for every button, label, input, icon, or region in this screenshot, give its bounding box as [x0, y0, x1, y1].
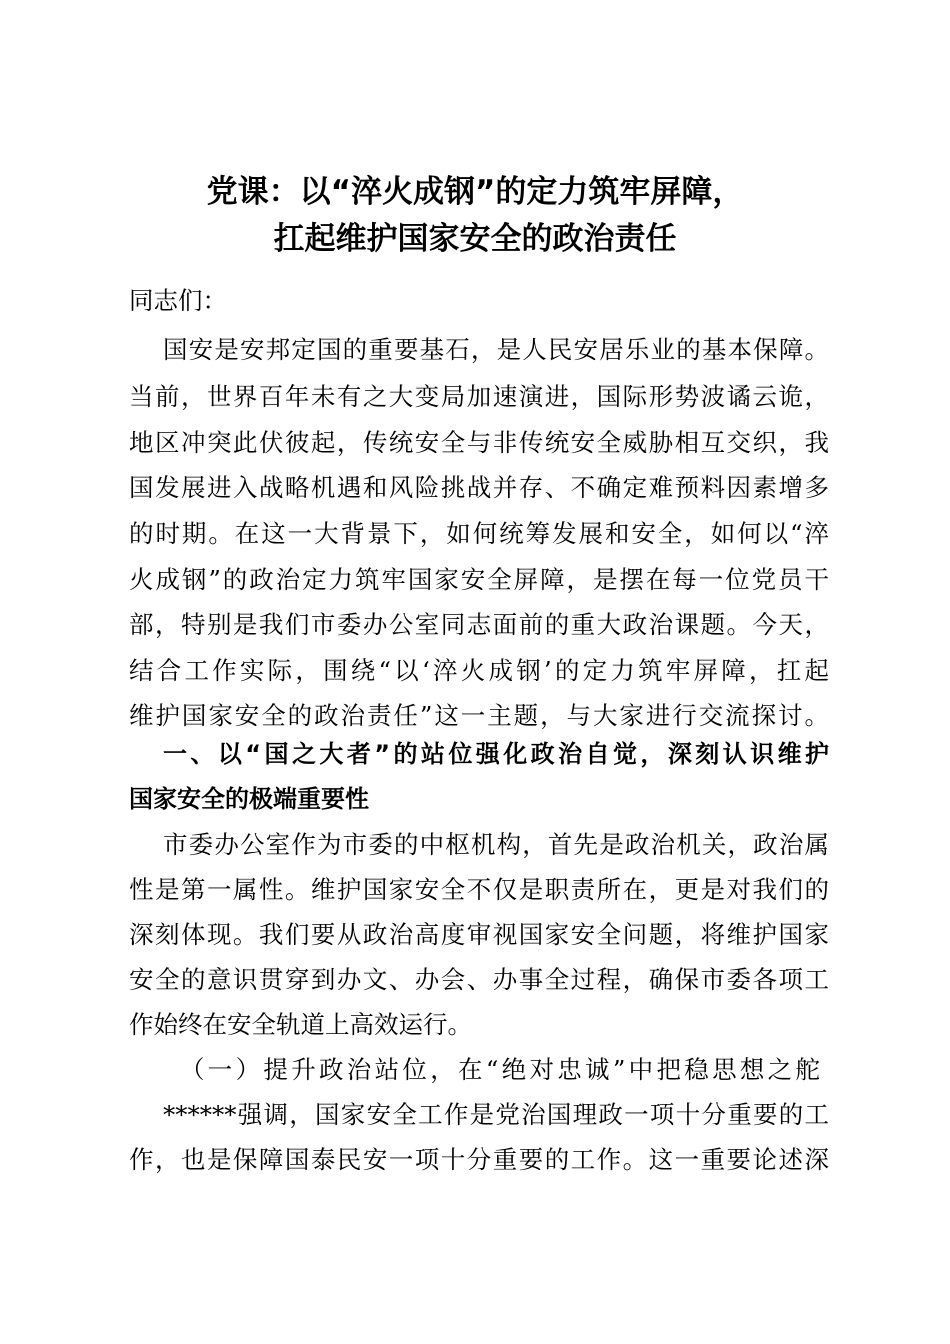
intro-line-9: 维护国家安全的政治责任”这一主题，与大家进行交流探讨。: [129, 701, 829, 730]
intro-line-2: 当前，世界百年未有之大变局加速演进，国际形势波谲云诡，: [129, 382, 829, 411]
subsection-1-heading: （一）提升政治站位，在“绝对忠诚”中把稳思想之舵: [180, 1055, 820, 1084]
section-1-line-1: 市委办公室作为市委的中枢机构，首先是政治机关，政治属: [163, 830, 829, 859]
document-title-line-1: 党课：以“淬火成钢”的定力筑牢屏障，: [206, 174, 744, 210]
subsection-1-line-2: 作，也是保障国泰民安一项十分重要的工作。这一重要论述深: [129, 1145, 829, 1174]
intro-line-7: 部，特别是我们市委办公室同志面前的重大政治课题。今天，: [129, 610, 829, 639]
section-1-heading-line-2: 国家安全的极端重要性: [129, 785, 369, 813]
intro-line-5: 的时期。在这一大背景下，如何统筹发展和安全，如何以“淬: [129, 519, 829, 548]
salutation: 同志们：: [129, 286, 227, 315]
intro-line-6: 火成钢”的政治定力筑牢国家安全屏障，是摆在每一位党员干: [129, 565, 829, 594]
section-1-line-5: 作始终在安全轨道上高效运行。: [129, 1010, 472, 1039]
section-1-line-2: 性是第一属性。维护国家安全不仅是职责所在，更是对我们的: [129, 875, 829, 904]
intro-line-8: 结合工作实际，围绕“以‘淬火成钢’的定力筑牢屏障，扛起: [129, 656, 829, 685]
section-1-heading-line-1: 一、以“国之大者”的站位强化政治自觉，深刻认识维护: [163, 740, 829, 768]
intro-line-1: 国安是安邦定国的重要基石，是人民安居乐业的基本保障。: [163, 335, 829, 364]
section-1-line-3: 深刻体现。我们要从政治高度审视国家安全问题，将维护国家: [129, 920, 829, 949]
document-title-line-2: 扛起维护国家安全的政治责任: [273, 221, 677, 257]
section-1-line-4: 安全的意识贯穿到办文、办会、办事全过程，确保市委各项工: [129, 965, 829, 994]
subsection-1-line-1: ******强调，国家安全工作是党治国理政一项十分重要的工: [163, 1100, 829, 1129]
intro-line-3: 地区冲突此伏彼起，传统安全与非传统安全威胁相互交织，我: [129, 428, 829, 457]
intro-line-4: 国发展进入战略机遇和风险挑战并存、不确定难预料因素增多: [129, 473, 829, 502]
